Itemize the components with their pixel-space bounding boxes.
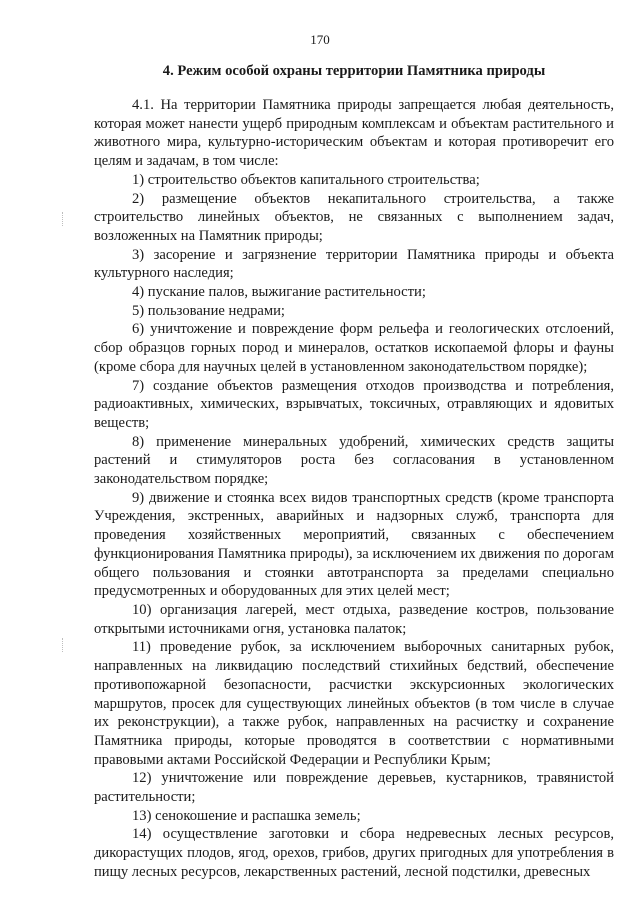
list-item-9: 9) движение и стоянка всех видов транспортных средств (кроме транспорта Учреждения, экстренных, аварийных и надзорных служб, транспорта для проведения хозяйственных мероприятий, связанных с обеспечением функционирования Памятника природы), за исключением их движения по дорогам общего пользования и стоянки автотранспорта за пределами специально предусмотренных и оборудованных для этих целей мест; xyxy=(94,489,614,600)
list-item-1: 1) строительство объектов капитального строительства; xyxy=(132,171,480,188)
scan-margin-mark xyxy=(62,212,65,226)
paragraph-4-1-intro: 4.1. На территории Памятника природы запрещается любая деятельность, которая может нанести ущерб природным комплексам и объектам растительного и животного мира, культурно-историческим объектам и которая противоречит его целям и задачам, в том числе: xyxy=(94,97,614,170)
list-item-10: 10) организация лагерей, мест отдыха, разведение костров, пользование открытыми источниками огня, установка палаток; xyxy=(94,601,614,637)
scan-margin-mark xyxy=(62,638,65,652)
list-item-4: 4) пускание палов, выжигание растительности; xyxy=(132,284,426,301)
list-item-8: 8) применение минеральных удобрений, химических средств защиты растений и стимуляторов роста без согласования в установленном законодательством порядке; xyxy=(94,433,614,488)
list-item-3: 3) засорение и загрязнение территории Памятника природы и объекта культурного наследия; xyxy=(94,246,614,282)
list-item-7: 7) создание объектов размещения отходов производства и потребления, радиоактивных, химических, взрывчатых, токсичных, отравляющих и ядовитых веществ; xyxy=(94,377,614,431)
list-item-14: 14) осуществление заготовки и сбора недревесных лесных ресурсов, дикорастущих плодов, ягод, орехов, грибов, других пригодных для употребления в пищу лесных ресурсов, лекарственных растений, лесной подстилки, древесных xyxy=(94,826,614,880)
list-item-5: 5) пользование недрами; xyxy=(132,302,285,319)
list-item-11: 11) проведение рубок, за исключением выборочных санитарных рубок, направленных на ликвидацию последствий стихийных бедствий, обеспечение противопожарной безопасности, расчистки экскурсионных экологических маршрутов, просек для существующих линейных объектов (в том числе в случае их реконструкции), а также рубок, направленных на расчистку и сохранение Памятника природы, которые проводятся в соответствии с нормативными правовыми актами Российской Федерации и Республики Крым; xyxy=(94,639,614,768)
list-item-13: 13) сенокошение и распашка земель; xyxy=(132,807,361,824)
section-body xyxy=(94,96,614,882)
page-number: 170 xyxy=(310,32,330,47)
list-item-6: 6) уничтожение и повреждение форм рельефа и геологических отслоений, сбор образцов горных пород и минералов, остатков ископаемой флоры и фауны (кроме сбора для научных целей в установленном законодательством порядке); xyxy=(94,321,614,375)
list-item-2: 2) размещение объектов некапитального строительства, а также строительство линейных объектов, не связанных с выполнением задач, возложенных на Памятник природы; xyxy=(94,190,614,244)
section-heading: 4. Режим особой охраны территории Памятника природы xyxy=(162,63,546,79)
list-item-12: 12) уничтожение или повреждение деревьев, кустарников, травянистой растительности; xyxy=(94,770,614,806)
